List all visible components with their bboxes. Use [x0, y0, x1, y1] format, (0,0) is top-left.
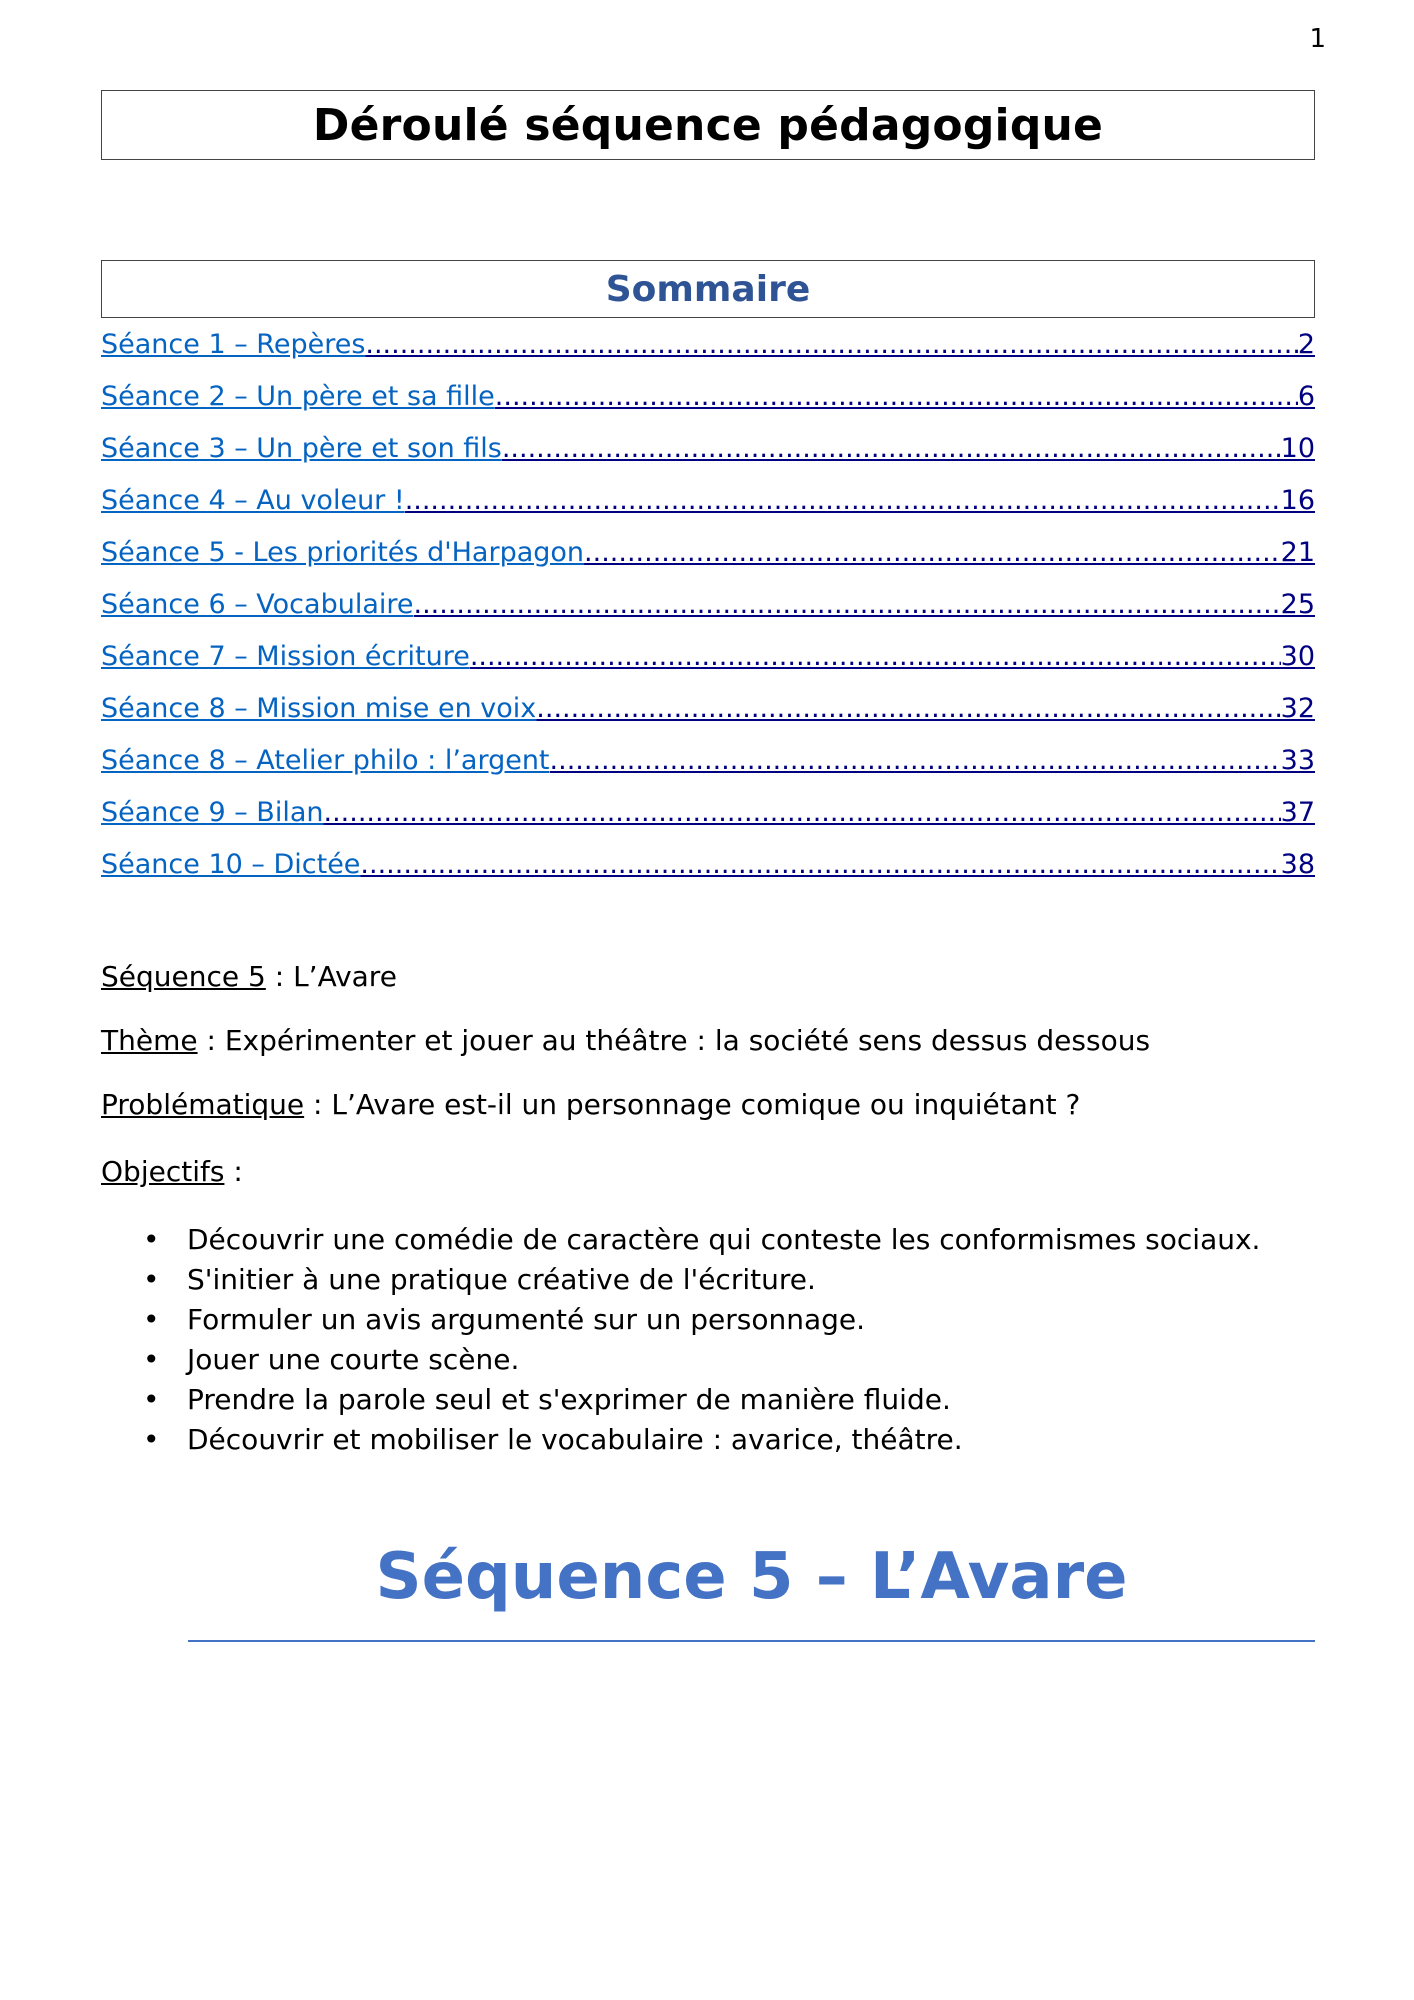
toc-entry-seance-7[interactable]: [101, 635, 1315, 687]
theme-line: [101, 1024, 1315, 1057]
sequence-value: : L’Avare: [265, 960, 397, 993]
objective-item: [101, 1300, 1315, 1340]
table-of-contents: [101, 323, 1315, 895]
toc-entry-label[interactable]: Séance 1 – Repères: [101, 329, 366, 360]
toc-entry-page[interactable]: 33: [1280, 745, 1315, 776]
bullet-icon: •: [143, 1423, 160, 1456]
objective-text: S'initier à une pratique créative de l'écriture.: [187, 1263, 816, 1296]
title-box: [101, 90, 1315, 160]
section-heading: Séquence 5 – L’Avare: [375, 1540, 1128, 1614]
toc-leader-dots: [495, 375, 1298, 419]
toc-entry-page[interactable]: 32: [1280, 693, 1315, 724]
objective-item: [101, 1420, 1315, 1460]
section-heading-rule: [188, 1640, 1315, 1642]
toc-entry-label[interactable]: Séance 9 – Bilan: [101, 797, 324, 828]
toc-leader-dots: [360, 843, 1280, 887]
objective-item: [101, 1260, 1315, 1300]
bullet-icon: •: [143, 1343, 160, 1376]
objective-item: [101, 1380, 1315, 1420]
toc-leader-dots: [405, 479, 1281, 523]
theme-key: Thème: [101, 1024, 198, 1057]
objective-item: [101, 1220, 1315, 1260]
page-number: 1: [1309, 24, 1326, 54]
toc-entry-label[interactable]: Séance 8 – Mission mise en voix: [101, 693, 537, 724]
toc-entry-page[interactable]: 21: [1280, 537, 1315, 568]
toc-entry-label[interactable]: Séance 10 – Dictée: [101, 849, 361, 880]
objective-item: [101, 1340, 1315, 1380]
bullet-icon: •: [143, 1383, 160, 1416]
toc-leader-dots: [323, 791, 1280, 835]
toc-entry-seance-1[interactable]: [101, 323, 1315, 375]
toc-entry-seance-10[interactable]: [101, 843, 1315, 895]
sequence-key: Séquence 5: [101, 960, 266, 993]
problem-line: [101, 1088, 1315, 1121]
toc-entry-label[interactable]: Séance 8 – Atelier philo : l’argent: [101, 745, 550, 776]
toc-entry-seance-2[interactable]: [101, 375, 1315, 427]
toc-heading: Sommaire: [605, 268, 811, 310]
bullet-icon: •: [143, 1263, 160, 1296]
toc-leader-dots: [502, 427, 1281, 471]
toc-entry-page[interactable]: 2: [1297, 329, 1315, 360]
toc-entry-label[interactable]: Séance 2 – Un père et sa fille: [101, 381, 495, 412]
toc-entry-seance-5[interactable]: [101, 531, 1315, 583]
toc-leader-dots: [414, 583, 1281, 627]
toc-entry-page[interactable]: 16: [1280, 485, 1315, 516]
toc-entry-label[interactable]: Séance 5 - Les priorités d'Harpagon: [101, 537, 585, 568]
objectives-value: :: [224, 1155, 243, 1188]
toc-entry-page[interactable]: 30: [1280, 641, 1315, 672]
toc-leader-dots: [584, 531, 1281, 575]
toc-entry-seance-3[interactable]: [101, 427, 1315, 479]
sequence-line: [101, 960, 1315, 993]
objective-text: Découvrir une comédie de caractère qui conteste les conformismes sociaux.: [187, 1223, 1261, 1256]
toc-leader-dots: [550, 739, 1281, 783]
problem-value: : L’Avare est-il un personnage comique ou inquiétant ?: [304, 1088, 1081, 1121]
objective-text: Prendre la parole seul et s'exprimer de manière fluide.: [187, 1383, 951, 1416]
toc-entry-page[interactable]: 6: [1297, 381, 1315, 412]
problem-key: Problématique: [101, 1088, 305, 1121]
toc-entry-label[interactable]: Séance 6 – Vocabulaire: [101, 589, 414, 620]
toc-entry-seance-4[interactable]: [101, 479, 1315, 531]
toc-leader-dots: [470, 635, 1281, 679]
bullet-icon: •: [143, 1223, 160, 1256]
toc-entry-label[interactable]: Séance 7 – Mission écriture: [101, 641, 470, 672]
objectives-list: [101, 1220, 1315, 1460]
toc-leader-dots: [536, 687, 1280, 731]
toc-entry-label[interactable]: Séance 3 – Un père et son fils: [101, 433, 502, 464]
toc-entry-page[interactable]: 25: [1280, 589, 1315, 620]
toc-entry-label[interactable]: Séance 4 – Au voleur !: [101, 485, 405, 516]
toc-leader-dots: [365, 323, 1297, 367]
toc-entry-seance-6[interactable]: [101, 583, 1315, 635]
objective-text: Jouer une courte scène.: [187, 1343, 520, 1376]
theme-value: : Expérimenter et jouer au théâtre : la société sens dessus dessous: [197, 1024, 1151, 1057]
toc-heading-box: [101, 260, 1315, 318]
objectives-line: [101, 1155, 1315, 1188]
toc-entry-seance-8-philo[interactable]: [101, 739, 1315, 791]
toc-entry-page[interactable]: 38: [1280, 849, 1315, 880]
toc-entry-seance-9[interactable]: [101, 791, 1315, 843]
objective-text: Formuler un avis argumenté sur un personnage.: [187, 1303, 866, 1336]
objective-text: Découvrir et mobiliser le vocabulaire : avarice, théâtre.: [187, 1423, 963, 1456]
bullet-icon: •: [143, 1303, 160, 1336]
toc-entry-page[interactable]: 10: [1280, 433, 1315, 464]
toc-entry-page[interactable]: 37: [1280, 797, 1315, 828]
objectives-key: Objectifs: [101, 1155, 225, 1188]
toc-entry-seance-8-voix[interactable]: [101, 687, 1315, 739]
document-title: Déroulé séquence pédagogique: [312, 99, 1104, 151]
